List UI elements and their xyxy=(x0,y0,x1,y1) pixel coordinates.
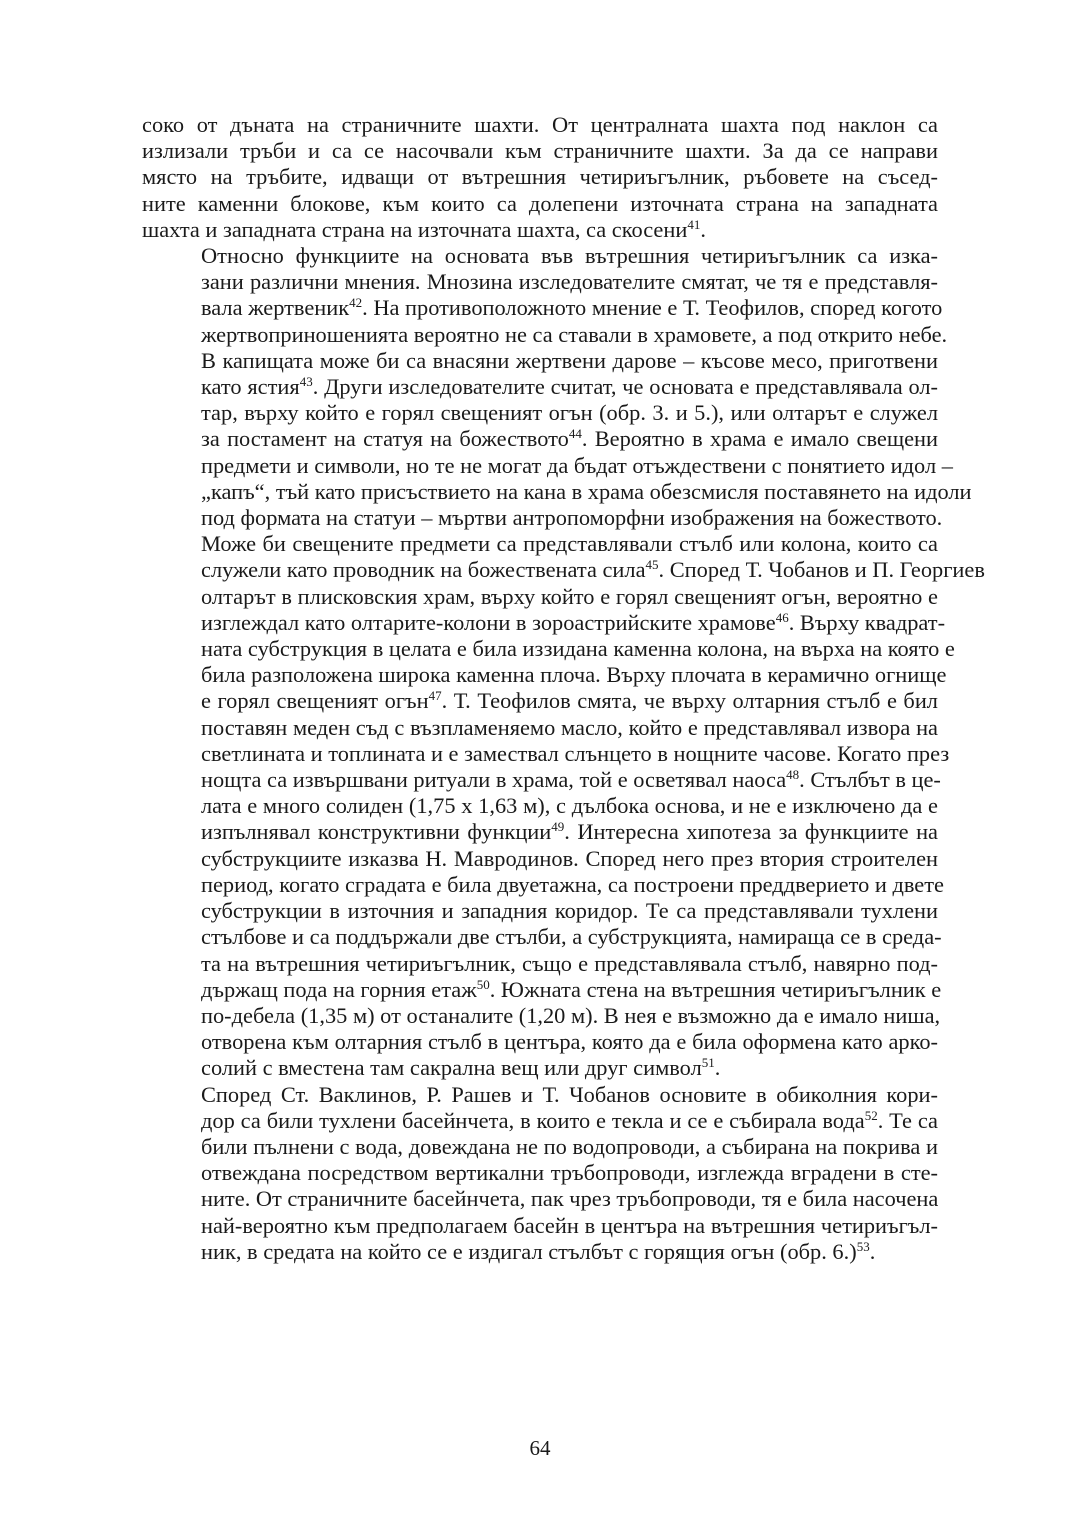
page-number: 64 xyxy=(529,1436,551,1460)
text-line: ните. От страничните басейнчета, пак чрез тръбопроводи, тя е била насочена xyxy=(201,1186,939,1212)
text-line: държащ пода на горния етаж$^{50}$. Южната стена на вътрешния четириъгълник е xyxy=(201,976,942,1002)
text-line: стълбове и са поддържали две стълби, а субструкцията, намираща се в среда- xyxy=(201,924,942,950)
footnote-ref: 53 xyxy=(856,1238,870,1254)
text-line: отворена към олтарния стълб в центъра, която да е била оформена като арко- xyxy=(201,1029,938,1055)
footnote-ref: 41 xyxy=(687,216,701,232)
footnote-ref: 43 xyxy=(299,374,313,390)
text-line: е горял свещеният огън$^{47}$. Т. Теофилов смята, че върху олтарния стълб е бил xyxy=(201,688,938,714)
text-line: по-дебела (1,35 м) от останалите (1,20 м). В нея е възможно да е имало ниша, xyxy=(201,1002,941,1028)
text-line: жертвоприношенията вероятно не са ставали в храмовете, а под открито небе. xyxy=(201,321,948,347)
text-line: били пълнени с вода, довеждана не по водопроводи, а събирана на покрива и xyxy=(201,1133,938,1159)
text-line: В капищата може би са внасяни жертвени дарове – късове месо, приготвени xyxy=(201,347,938,373)
text-line: предмети и символи, но те не могат да бъдат отъждествени с понятието идол – xyxy=(201,452,953,478)
text-line: ната субструкция в целата е била иззидана каменна колона, на върха на която е xyxy=(201,636,955,662)
text-line: дор са били тухлени басейнчета, в които е текла и се е събирала вода$^{52}$. Те са xyxy=(201,1107,938,1133)
text-line: лата е много солиден (1,75 х 1,63 м), с дълбока основа, и не е изключено да е xyxy=(201,793,938,819)
text-line: ник, в средата на който се е издигал стълбът с горящия огън (обр. 6.)$^{53}$. xyxy=(201,1238,876,1264)
text-line: излизали тръби и са се насочвали към страничните шахти. За да се направи xyxy=(142,138,938,164)
text-line: място на тръбите, идващи от вътрешния четириъгълник, ръбовете на съсед- xyxy=(142,164,938,190)
text-line: олтарът в плисковския храм, върху който е горял свещеният огън, вероятно е xyxy=(201,583,938,609)
footnote-ref: 46 xyxy=(775,609,789,625)
text-line: за постамент на статуя на божеството$^{44}$. Вероятно в храма е имало свещени xyxy=(201,426,938,452)
paragraph xyxy=(142,1082,938,1265)
page-body xyxy=(142,112,985,1265)
text-line: солий с вместена там сакрална вещ или друг символ$^{51}$. xyxy=(201,1055,721,1081)
text-line: поставян меден съд с възпламеняемо масло, който е представлявал извора на xyxy=(201,714,938,740)
text-line: изглеждал като олтарите-колони в зороастрийските храмове$^{46}$. Върху квадрат- xyxy=(201,609,946,635)
footnote-ref: 42 xyxy=(349,295,363,311)
text-line: та на вътрешния четириъгълник, също е представлявала стълб, навярно под- xyxy=(201,950,938,976)
paragraph xyxy=(142,112,938,243)
text-line: най-вероятно към предполагаем басейн в центъра на вътрешния четириъгъл- xyxy=(201,1212,938,1238)
text-line: под формата на статуи – мъртви антропоморфни изображения на божеството. xyxy=(201,505,943,531)
text-line: соко от дъната на страничните шахти. От централната шахта под наклон са xyxy=(142,112,938,137)
text-line: Относно функциите на основата във вътрешния четириъгълник са изка- xyxy=(201,243,938,269)
footnote-ref: 44 xyxy=(568,426,582,442)
text-line: вала жертвеник$^{42}$. На противоположното мнение е Т. Теофилов, според когото xyxy=(201,295,943,321)
text-line: като ястия$^{43}$. Други изследователите считат, че основата е представлявала ол- xyxy=(201,374,938,400)
footnote-ref: 50 xyxy=(476,976,490,992)
text-line: ните каменни блокове, към които са долепени източната страна на западната xyxy=(142,190,938,216)
text-line: светлината и топлината и е замествал слънцето в нощните часове. Когато през xyxy=(201,740,950,766)
footnote-ref: 48 xyxy=(786,767,800,783)
text-line: служели като проводник на божествената сила$^{45}$. Според Т. Чобанов и П. Георгиев xyxy=(201,557,985,583)
footnote-ref: 47 xyxy=(428,688,442,704)
text-line: шахта и западната страна на източната шахта, са скосени$^{41}$. xyxy=(142,216,706,242)
text-line: Според Ст. Ваклинов, Р. Рашев и Т. Чобанов основите в обиколния кори- xyxy=(201,1081,938,1107)
footnote-ref: 52 xyxy=(864,1107,878,1123)
text-line: субструкциите изказва Н. Мавродинов. Според него през втория строителен xyxy=(201,845,938,871)
text-line: нощта са извършвани ритуали в храма, той е осветявал наоса$^{48}$. Стълбът в це- xyxy=(201,767,941,793)
text-line: отвеждана посредством вертикални тръбопроводи, изглежда вградени в сте- xyxy=(201,1160,938,1186)
footnote-ref: 45 xyxy=(645,557,659,573)
text-line: субструкции в източния и западния коридор. Те са представлявали тухлени xyxy=(201,898,938,924)
text-line: била разположена широка каменна плоча. Върху плочата в керамично огнище xyxy=(201,662,947,688)
text-line: Може би свещените предмети са представлявали стълб или колона, които са xyxy=(201,531,938,557)
text-line: период, когато сградата е била двуетажна, са построени преддверието и двете xyxy=(201,871,944,897)
footnote-ref: 49 xyxy=(551,819,565,835)
text-line: „капъ“, тъй като присъствието на кана в храма обезсмисля поставянето на идоли xyxy=(201,478,972,504)
footnote-ref: 51 xyxy=(701,1055,715,1071)
paragraph xyxy=(142,243,985,1082)
text-line: тар, върху който е горял свещеният огън (обр. 3. и 5.), или олтарът е служел xyxy=(201,400,938,426)
text-line: изпълнявал конструктивни функции$^{49}$. Интересна хипотеза за функциите на xyxy=(201,819,938,845)
text-line: зани различни мнения. Мнозина изследователите смятат, че тя е представля- xyxy=(201,269,938,295)
